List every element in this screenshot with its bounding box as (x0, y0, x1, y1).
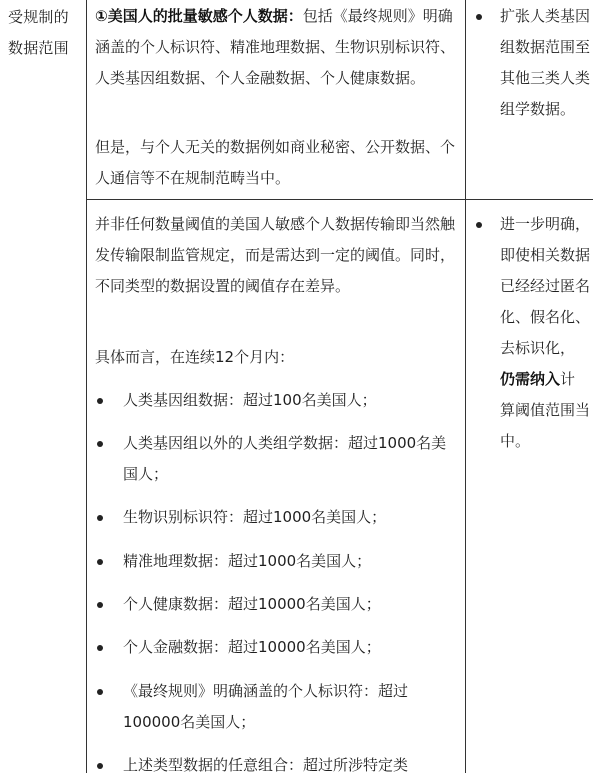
list-item-text: 上述类型数据的任意组合：超过所涉特定类 (123, 756, 409, 773)
bullet-dot (97, 398, 103, 404)
list-item-text: 精准地理数据：超过1000名美国人； (123, 552, 372, 570)
row2-side-note (500, 209, 590, 457)
list-item-text: 生物识别标识符：超过1000名美国人； (123, 508, 387, 526)
table-border-middle (465, 0, 466, 773)
row1-paragraph-1 (95, 1, 457, 94)
row2-paragraph-2-text: 具体而言，在连续12个月内： (95, 348, 295, 366)
row1-side-note-text: 扩张人类基因组数据范围至其他三类人类组学数据。 (500, 7, 591, 118)
list-item (123, 676, 460, 738)
list-item (123, 589, 460, 620)
row2-paragraph-1 (95, 209, 457, 302)
row2-side-note-bold: 仍需纳入 (500, 370, 561, 388)
row2-side-bullet (476, 222, 482, 228)
list-item-text: 人类基因组以外的人类组学数据：超过1000名美国人； (123, 434, 447, 483)
row2-paragraph-1-text: 并非任何数量阈值的美国人敏感个人数据传输即当然触发传输限制监管规定，而是需达到一定的阈值。同时，不同类型的数据设置的阈值存在差异。 (95, 215, 456, 295)
row1-paragraph-2-text: 但是，与个人无关的数据例如商业秘密、公开数据、个人通信等不在规制范畴当中。 (95, 138, 456, 187)
list-item-text: 人类基因组数据：超过100名美国人； (123, 391, 377, 409)
bullet-dot (97, 602, 103, 608)
bullet-dot (97, 515, 103, 521)
row1-side-note (500, 1, 590, 125)
bullet-dot (97, 559, 103, 565)
bullet-dot (97, 441, 103, 447)
bullet-dot (97, 689, 103, 695)
bullet-dot (97, 645, 103, 651)
list-item (123, 428, 460, 490)
row1-paragraph-1-bold: ①美国人的批量敏感个人数据： (95, 7, 303, 25)
row1-paragraph-2 (95, 132, 457, 194)
row1-side-bullet (476, 14, 482, 20)
list-item (123, 385, 460, 416)
list-item-text: 《最终规则》明确涵盖的个人标识符：超过100000名美国人； (123, 682, 409, 731)
list-item (123, 502, 460, 533)
table-border-left-label (86, 0, 87, 773)
list-item-text: 个人金融数据：超过10000名美国人； (123, 638, 381, 656)
list-item (123, 750, 460, 773)
row2-paragraph-2 (95, 342, 457, 373)
row1-paragraph-1-text: 包括《最终规则》明确涵盖的个人标识符、精准地理数据、生物识别标识符、人类基因组数据、个人金融数据、个人健康数据。 (95, 7, 456, 87)
list-item-text: 个人健康数据：超过10000名美国人； (123, 595, 381, 613)
list-item (123, 546, 460, 577)
list-item (123, 632, 460, 663)
bullet-dot (97, 763, 103, 769)
table-row-divider (86, 199, 593, 200)
row-label (8, 2, 80, 64)
row-label-text: 受规制的数据范围 (8, 8, 69, 57)
row2-side-note-text-1: 进一步明确，即使相关数据已经经过匿名化、假名化、去标识化， (500, 215, 591, 357)
row2-side-note-text-2: 计算阈值范围当中。 (500, 370, 591, 450)
